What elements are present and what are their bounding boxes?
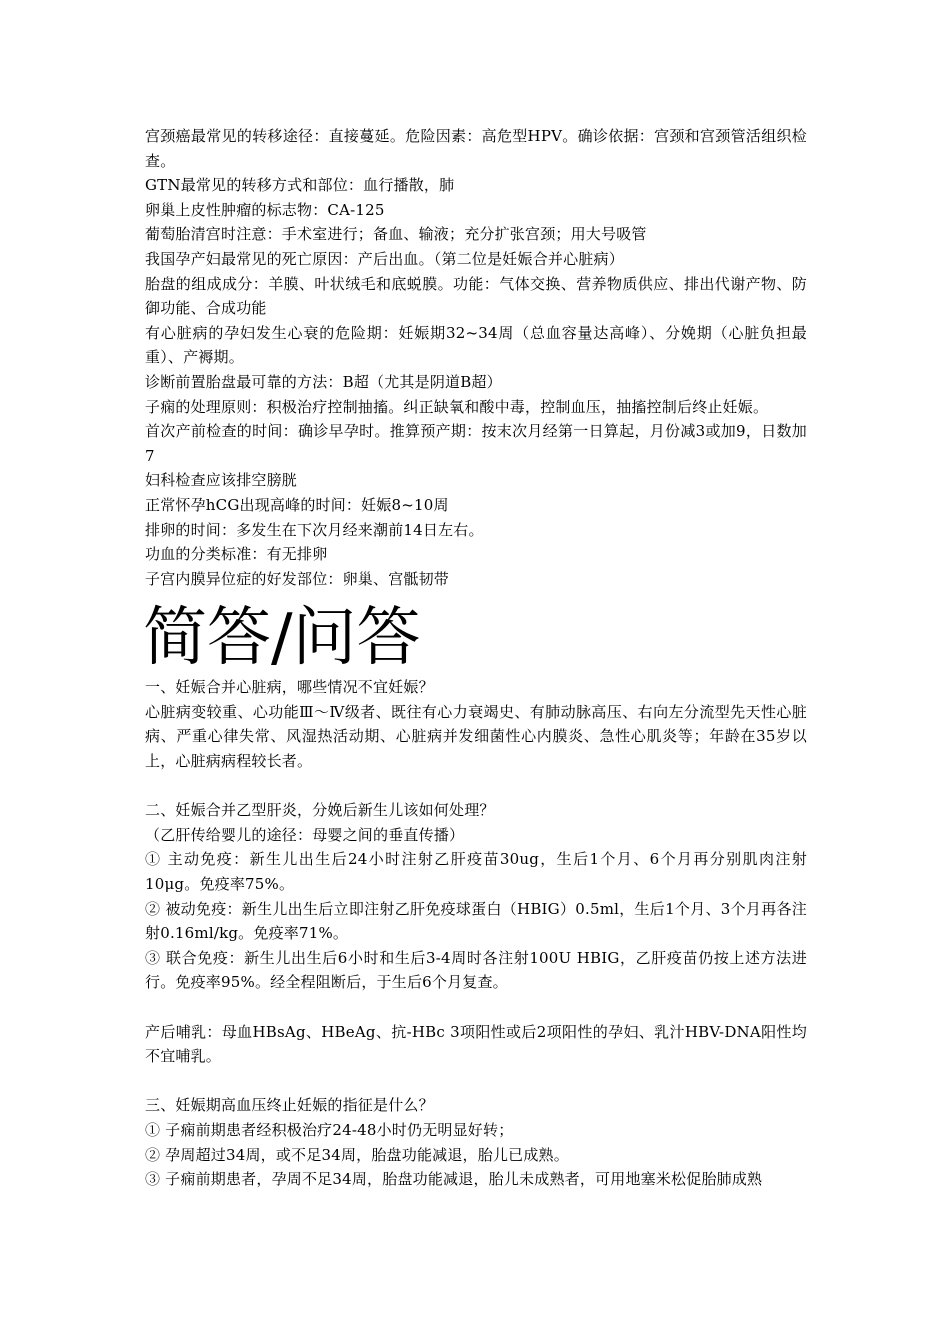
q2-item-active: ① 主动免疫：新生儿出生后24小时注射乙肝疫苗30ug，生后1个月、6个月再分别肌肉注射10μg。免疫率75%。 bbox=[145, 850, 807, 894]
fact-placenta-previa: 诊断前置胎盘最可靠的方法：B超（尤其是阴道B超） bbox=[145, 372, 502, 391]
section-heading: 简答/问答 bbox=[143, 601, 421, 676]
fact-prenatal-exam: 首次产前检查的时间：确诊早孕时。推算预产期：按末次月经第一日算起，月份减3或加9，日数加7 bbox=[145, 422, 807, 465]
q2-question: 二、妊娠合并乙型肝炎，分娩后新生儿该如何处理？ bbox=[145, 801, 495, 820]
fact-ovarian-marker: 卵巢上皮性肿瘤的标志物：CA-125 bbox=[145, 200, 385, 219]
q2-item-combined: ③ 联合免疫：新生儿出生后6小时和生后3-4周时各注射100U HBIG，乙肝疫苗仍按上述方法进行。免疫率95%。经全程阻断后，于生后6个月复查。 bbox=[145, 948, 807, 992]
q2-item-passive: ② 被动免疫：新生儿出生后立即注射乙肝免疫球蛋白（HBIG）0.5ml，生后1个月、3个月再各注射0.16ml/kg。免疫率71%。 bbox=[145, 899, 807, 943]
fact-hcg-peak: 正常怀孕hCG出现高峰的时间：妊娠8~10周 bbox=[145, 495, 449, 514]
fact-placenta: 胎盘的组成成分：羊膜、叶状绒毛和底蜕膜。功能：气体交换、营养物质供应、排出代谢产物、防御功能、合成功能 bbox=[145, 274, 807, 318]
q2-note: （乙肝传给婴儿的途径：母婴之间的垂直传播） bbox=[145, 825, 465, 844]
fact-dub: 功血的分类标准：有无排卵 bbox=[145, 545, 328, 564]
facts-list bbox=[145, 124, 807, 591]
blank-line bbox=[145, 1069, 807, 1094]
q1-answer: 心脏病变较重、心功能Ⅲ～Ⅳ级者、既往有心力衰竭史、有肺动脉高压、右向左分流型先天性心脏病、严重心律失常、风湿热活动期、心脏病并发细菌性心内膜炎、急性心肌炎等；年龄在35岁以上，心脏病病程较长者。 bbox=[145, 702, 807, 771]
q1-question: 一、妊娠合并心脏病，哪些情况不宜妊娠？ bbox=[145, 678, 434, 697]
qa-section bbox=[145, 675, 807, 1191]
q3-item-3: ③ 子痫前期患者，孕周不足34周，胎盘功能减退，胎儿未成熟者，可用地塞米松促胎肺成熟 bbox=[145, 1170, 763, 1189]
q3-question: 三、妊娠期高血压终止妊娠的指征是什么？ bbox=[145, 1096, 434, 1115]
q2-breastfeeding: 产后哺乳：母血HBsAg、HBeAg、抗-HBc 3项阳性或后2项阳性的孕妇、乳汁HBV-DNA阳性均不宜哺乳。 bbox=[145, 1022, 807, 1066]
fact-mole-curettage: 葡萄胎清宫时注意：手术室进行；备血、输液；充分扩张宫颈；用大号吸管 bbox=[145, 225, 647, 244]
blank-line bbox=[145, 995, 807, 1020]
fact-endometriosis: 子宫内膜异位症的好发部位：卵巢、宫骶韧带 bbox=[145, 569, 450, 588]
fact-heart-failure-risk: 有心脏病的孕妇发生心衰的危险期：妊娠期32~34周（总血容量达高峰）、分娩期（心脏负担最重）、产褥期。 bbox=[145, 323, 807, 367]
fact-gyn-exam: 妇科检查应该排空膀胱 bbox=[145, 471, 298, 490]
fact-gtn-metastasis: GTN最常见的转移方式和部位：血行播散，肺 bbox=[145, 176, 455, 195]
fact-maternal-death: 我国孕产妇最常见的死亡原因：产后出血。（第二位是妊娠合并心脏病） bbox=[145, 249, 624, 268]
fact-cervical-cancer: 宫颈癌最常见的转移途径：直接蔓延。危险因素：高危型HPV。确诊依据：宫颈和宫颈管活组织检查。 bbox=[145, 127, 807, 170]
fact-eclampsia: 子痫的处理原则：积极治疗控制抽搐。纠正缺氧和酸中毒，控制血压，抽搐控制后终止妊娠。 bbox=[145, 397, 769, 416]
q3-item-1: ① 子痫前期患者经积极治疗24-48小时仍无明显好转； bbox=[145, 1120, 514, 1139]
q3-item-2: ② 孕周超过34周，或不足34周，胎盘功能减退，胎儿已成熟。 bbox=[145, 1145, 569, 1164]
fact-ovulation: 排卵的时间：多发生在下次月经来潮前14日左右。 bbox=[145, 520, 484, 539]
document-page bbox=[145, 124, 807, 1192]
blank-line bbox=[145, 774, 807, 799]
